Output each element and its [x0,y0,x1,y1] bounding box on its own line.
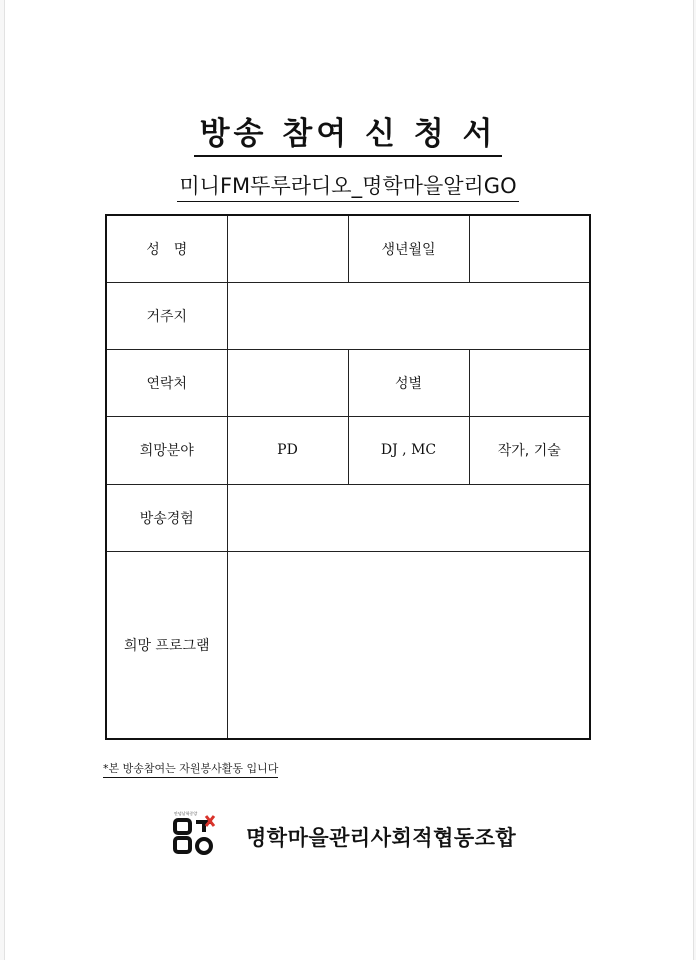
document-subtitle-text: 미니FM뚜루라디오_명학마을알리GO [177,170,518,202]
form-row-address [106,282,590,349]
field-option-writer-tech[interactable]: 작가, 기술 [469,417,590,484]
organization-logo-icon [172,810,216,858]
field-label: 희망분야 [106,417,227,484]
address-label: 거주지 [106,282,227,349]
program-label: 희망 프로그램 [106,551,227,739]
form-row-program [106,551,590,739]
organization-name: 명학마을관리사회적협동조합 [246,826,517,850]
logo-caption: 안녕날학중앙 [174,811,198,816]
gender-label: 성별 [348,350,469,417]
address-field[interactable] [227,282,590,349]
birth-label: 생년월일 [348,215,469,282]
contact-field[interactable] [227,350,348,417]
contact-label: 연락처 [106,350,227,417]
document-title [0,108,696,157]
program-field[interactable] [227,551,590,739]
form-row-contact [106,350,590,417]
form-row-name [106,215,590,282]
experience-field[interactable] [227,484,590,551]
volunteer-note: *본 방송참여는 자원봉사활동 입니다 [103,760,278,778]
application-form-table [105,214,591,740]
birth-field[interactable] [469,215,590,282]
form-row-field [106,417,590,484]
gender-field[interactable] [469,350,590,417]
name-label: 성 명 [106,215,227,282]
field-option-pd[interactable]: PD [227,417,348,484]
document-title-text: 방송 참여 신 청 서 [194,108,503,157]
field-option-dj-mc[interactable]: DJ , MC [348,417,469,484]
name-field[interactable] [227,215,348,282]
document-subtitle [0,170,696,202]
experience-label: 방송경험 [106,484,227,551]
form-row-experience [106,484,590,551]
